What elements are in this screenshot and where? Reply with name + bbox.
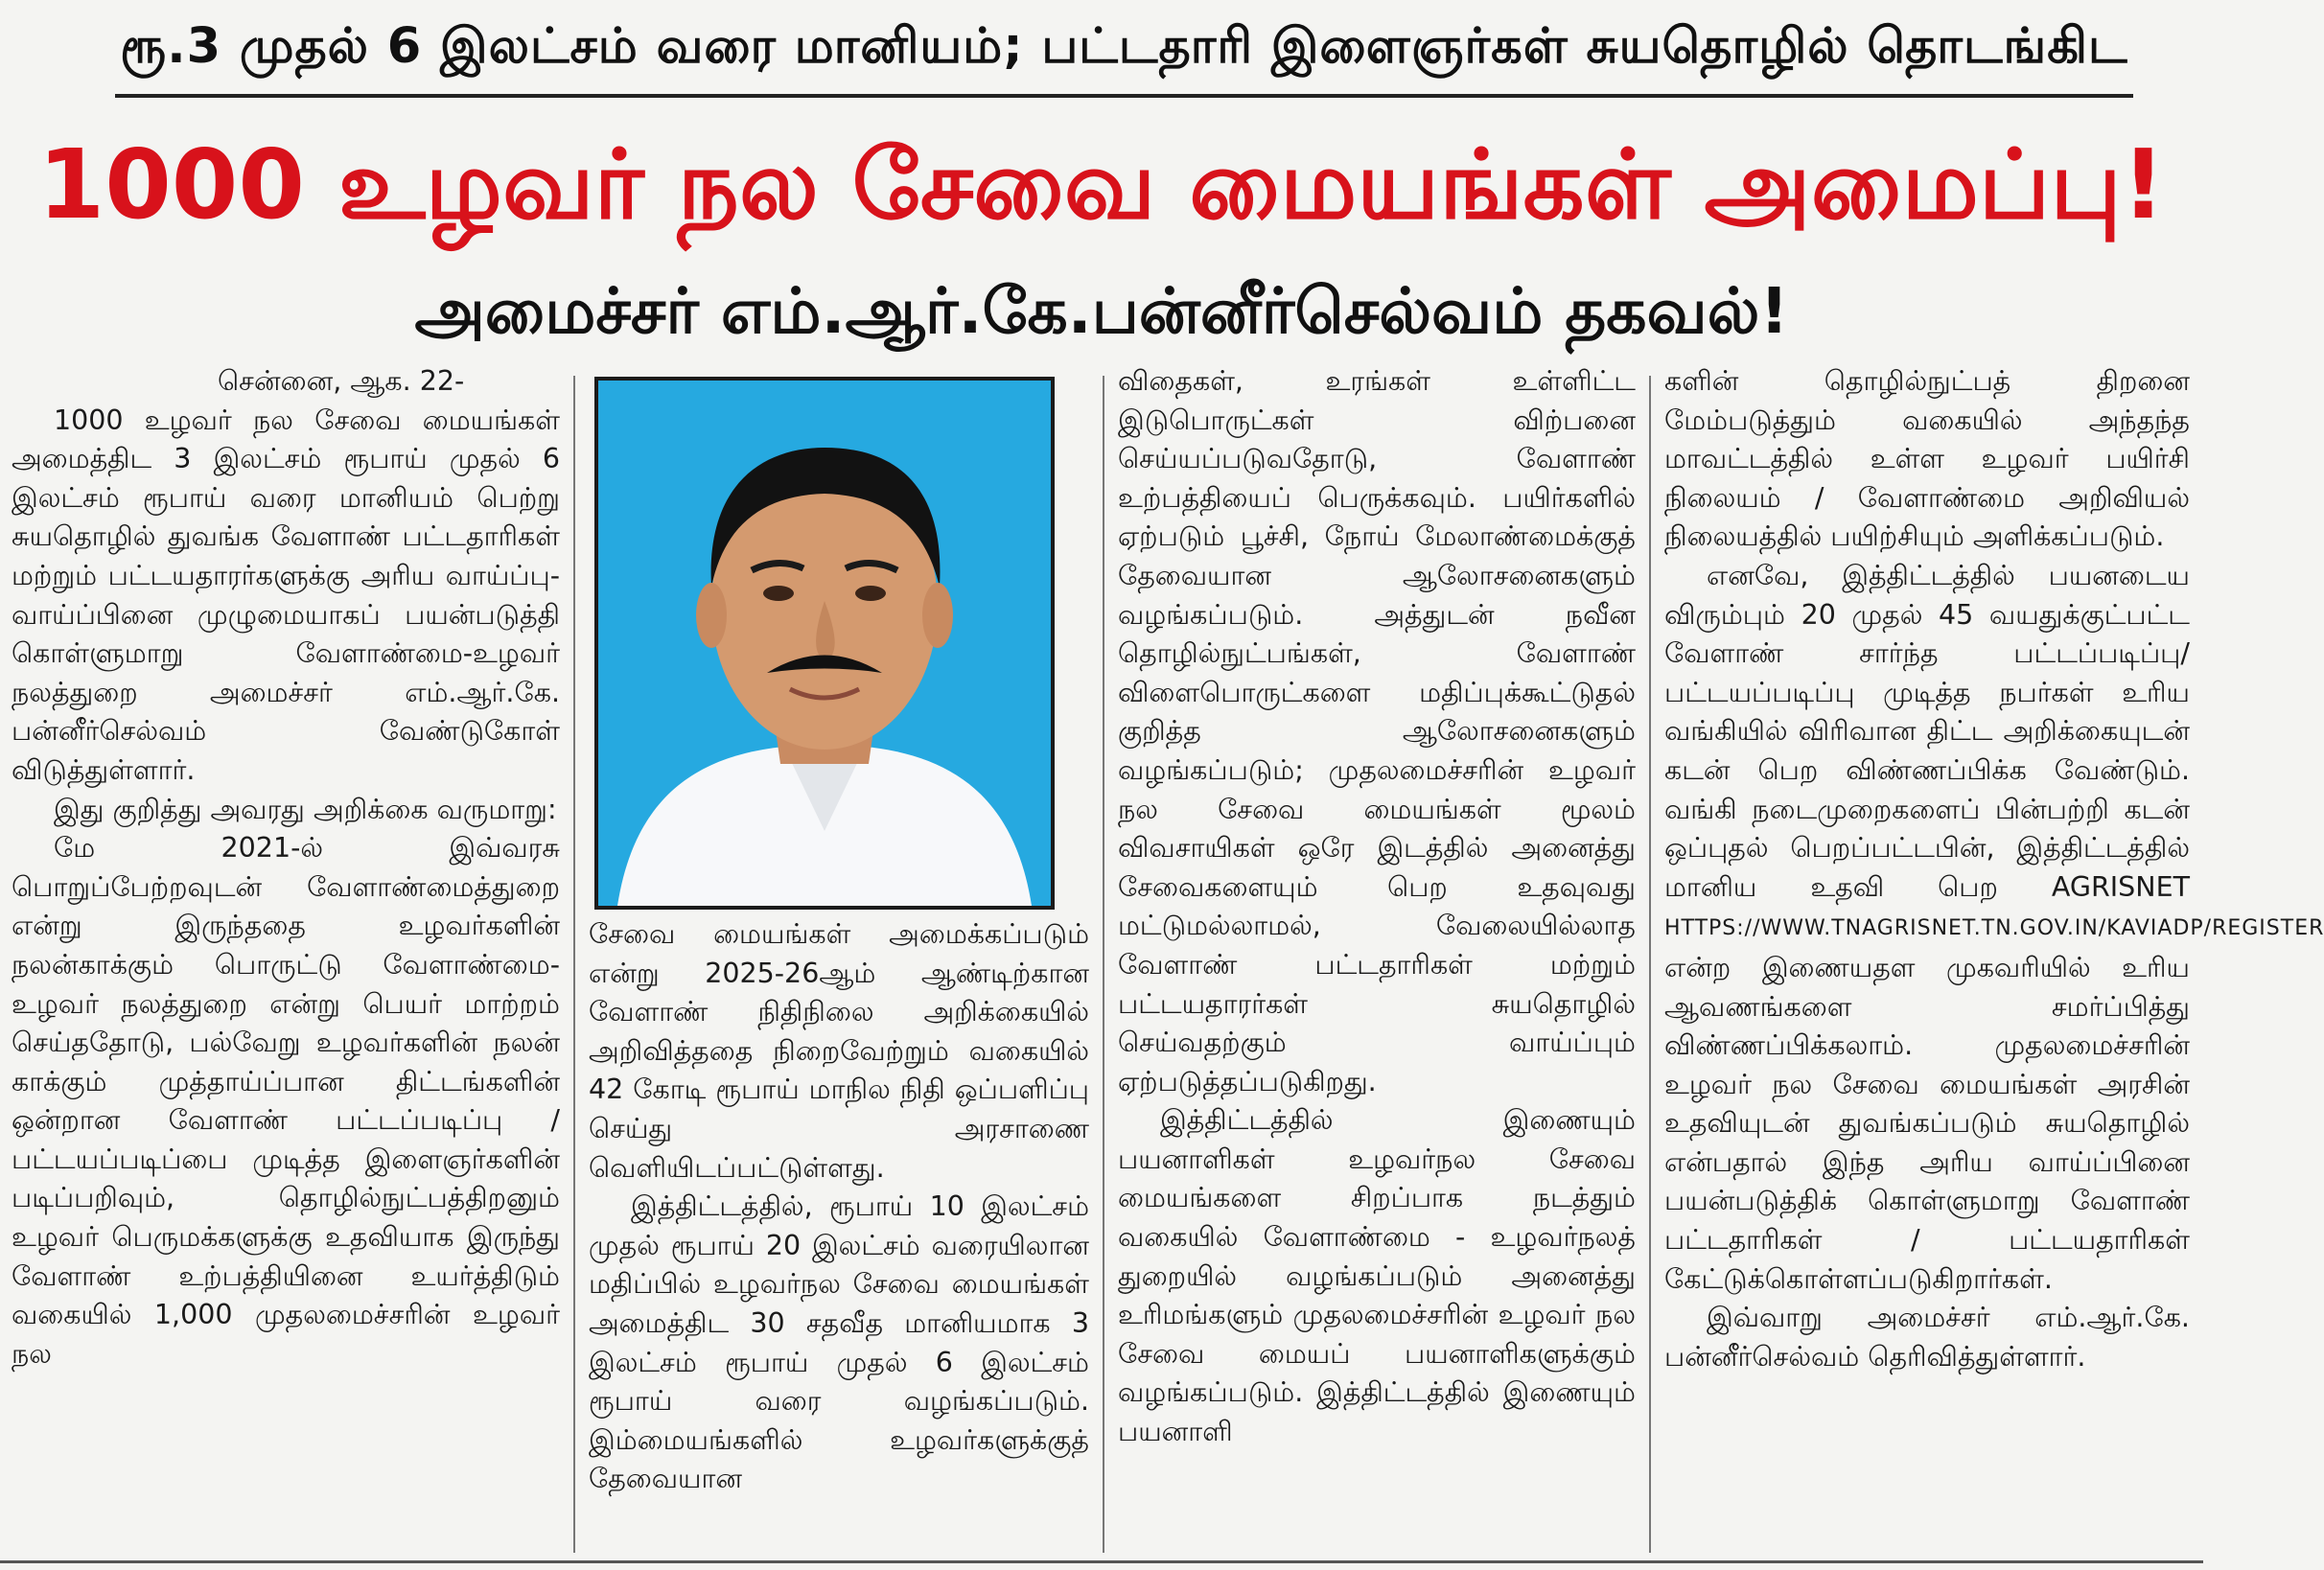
- article-column-3: [1118, 362, 1636, 1452]
- kicker-underline: [115, 94, 2133, 98]
- column-divider: [573, 376, 575, 1553]
- article-paragraph: இத்திட்டத்தில் இணையும் பயனாளிகள் உழவர்நல சேவை மையங்களை சிறப்பாக நடத்தும் வகையில் வேளாண்மை - உழவர்நலத் துறையில் வழங்கப்படும் அனைத்து உரிமங்களும் முதலமைச்சரின் உழவர் நல சேவை மையப் பயனாளிகளுக்கும் வழங்கப்படும். இத்திட்டத்தில் இணையும் பயனாளி: [1118, 1104, 1636, 1448]
- article-column-2: [589, 915, 1089, 1499]
- minister-photo: [594, 377, 1055, 910]
- column-divider: [1649, 376, 1651, 1553]
- agrisnet-url-link[interactable]: HTTPS://WWW.TNAGRISNET.TN.GOV.IN/KAVIADP/REGISTER: [1664, 916, 2324, 941]
- minister-portrait-image: [598, 381, 1051, 906]
- article-paragraph: மே 2021-ல் இவ்வரசு பொறுப்பேற்றவுடன் வேளாண்மைத்துறை என்று இருந்ததை உழவர்களின் நலன்காக்கும் பொருட்டு வேளாண்மை-உழவர் நலத்துறை என்று பெயர் மாற்றம் செய்ததோடு, பல்வேறு உழவர்களின் நலன் காக்கும் முத்தாய்ப்பான திட்டங்களின் ஒன்றான வேளாண் பட்டப்படிப்பு / பட்டயப்படிப்பை முடித்த இளைஞர்களின் படிப்பறிவும், தொழில்நுட்பத்திறனும் உழவர் பெருமக்களுக்கு உதவியாக இருந்து வேளாண் உற்பத்தியினை உயர்த்திடும் வகையில் 1,000 முதலமைச்சரின் உழவர் நல: [12, 832, 560, 1370]
- article-column-4: [1664, 362, 2324, 1376]
- article-text: எனவே, இத்திட்டத்தில் பயனடைய விரும்பும் 20 முதல் 45 வயதுக்குட்பட்ட வேளாண் சார்ந்த பட்டப்படிப்பு/பட்டயப்படிப்பு முடித்த நபர்கள் உரிய வங்கியில் விரிவான திட்ட அறிக்கையுடன் கடன் பெற விண்ணப்பிக்க வேண்டும். வங்கி நடைமுறைகளைப் பின்பற்றி கடன் ஒப்புதல் பெறப்பட்டபின், இத்திட்டத்தில் மானிய உதவி பெற AGRISNET: [1664, 559, 2190, 903]
- article-paragraph: இது குறித்து அவரது அறிக்கை வருமாறு:: [54, 793, 557, 825]
- article-subheadline: அமைச்சர் எம்.ஆர்.கே.பன்னீர்செல்வம் தகவல்!: [414, 274, 1789, 348]
- article-paragraph: 1000 உழவர் நல சேவை மையங்கள் அமைத்திட 3 இலட்சம் ரூபாய் முதல் 6 இலட்சம் ரூபாய் வரை மானியம் பெற்று சுயதொழில் துவங்க வேளாண் பட்டதாரிகள் மற்றும் பட்டயதாரர்களுக்கு அரிய வாய்ப்பு-வாய்ப்பினை முழுமையாகப் பயன்படுத்தி கொள்ளுமாறு வேளாண்மை-உழவர் நலத்துறை அமைச்சர் எம்.ஆர்.கே. பன்னீர்செல்வம் வேண்டுகோள் விடுத்துள்ளார்.: [12, 404, 560, 786]
- article-column-1: [12, 362, 560, 1374]
- article-text: என்ற இணையதள முகவரியில் உரிய ஆவணங்களை சமர்ப்பித்து விண்ணப்பிக்கலாம். முதலமைச்சரின் உழவர் நல சேவை மையங்கள் அரசின் உதவியுடன் துவங்கப்படும் சுயதொழில் என்பதால் இந்த அரிய வாய்ப்பினை பயன்படுத்திக் கொள்ளுமாறு வேளாண் பட்டதாரிகள் / பட்டயதாரிகள் கேட்டுக்கொள்ளப்படுகிறார்கள்.: [1664, 951, 2190, 1295]
- article-paragraph: விதைகள், உரங்கள் உள்ளிட்ட இடுபொருட்கள் விற்பனை செய்யப்படுவதோடு, வேளாண் உற்பத்தியைப் பெருக்கவும். பயிர்களில் ஏற்படும் பூச்சி, நோய் மேலாண்மைக்குத் தேவையான ஆலோசனைகளும் வழங்கப்படும். அத்துடன் நவீன தொழில்நுட்பங்கள், வேளாண் விளைபொருட்களை மதிப்புக்கூட்டுதல் குறித்த ஆலோசனைகளும் வழங்கப்படும்; முதலமைச்சரின் உழவர் நல சேவை மையங்கள் மூலம் விவசாயிகள் ஒரே இடத்தில் அனைத்து சேவைகளையும் பெற உதவுவது மட்டுமல்லாமல், வேலையில்லாத வேளாண் பட்டதாரிகள் மற்றும் பட்டயதாரர்கள் சுயதொழில் செய்வதற்கும் வாய்ப்பும் ஏற்படுத்தப்படுகிறது.: [1118, 365, 1636, 1097]
- article-kicker: ரூ.3 முதல் 6 இலட்சம் வரை மானியம்; பட்டதாரி இளைஞர்கள் சுயதொழில் தொடங்கிட: [120, 18, 2128, 75]
- article-paragraph: [1664, 557, 2324, 1299]
- article-paragraph: சேவை மையங்கள் அமைக்கப்படும் என்று 2025-26ஆம் ஆண்டிற்கான வேளாண் நிதிநிலை அறிக்கையில் அறிவித்ததை நிறைவேற்றும் வகையில் 42 கோடி ரூபாய் மாநில நிதி ஒப்பளிப்பு செய்து அரசாணை வெளியிடப்பட்டுள்ளது.: [589, 918, 1089, 1184]
- article-headline: 1000 உழவர் நல சேவை மையங்கள் அமைப்பு!: [37, 128, 2166, 241]
- article-paragraph: இத்திட்டத்தில், ரூபாய் 10 இலட்சம் முதல் ரூபாய் 20 இலட்சம் வரையிலான மதிப்பில் உழவர்நல சேவை மையங்கள் அமைத்திட 30 சதவீத மானியமாக 3 இலட்சம் ரூபாய் முதல் 6 இலட்சம் ரூபாய் வரை வழங்கப்படும். இம்மையங்களில் உழவர்களுக்குத் தேவையான: [589, 1190, 1089, 1495]
- article-dateline: சென்னை, ஆக. 22-: [218, 365, 465, 397]
- column-divider: [1103, 376, 1104, 1553]
- article-closing-paragraph: இவ்வாறு அமைச்சர் எம்.ஆர்.கே. பன்னீர்செல்வம் தெரிவித்துள்ளார்.: [1664, 1302, 2190, 1373]
- bottom-border: [0, 1560, 2203, 1563]
- article-paragraph: களின் தொழில்நுட்பத் திறனை மேம்படுத்தும் வகையில் அந்தந்த மாவட்டத்தில் உள்ள உழவர் பயிர்சி நிலையம் / வேளாண்மை அறிவியல் நிலையத்தில் பயிற்சியும் அளிக்கப்படும்.: [1664, 365, 2190, 553]
